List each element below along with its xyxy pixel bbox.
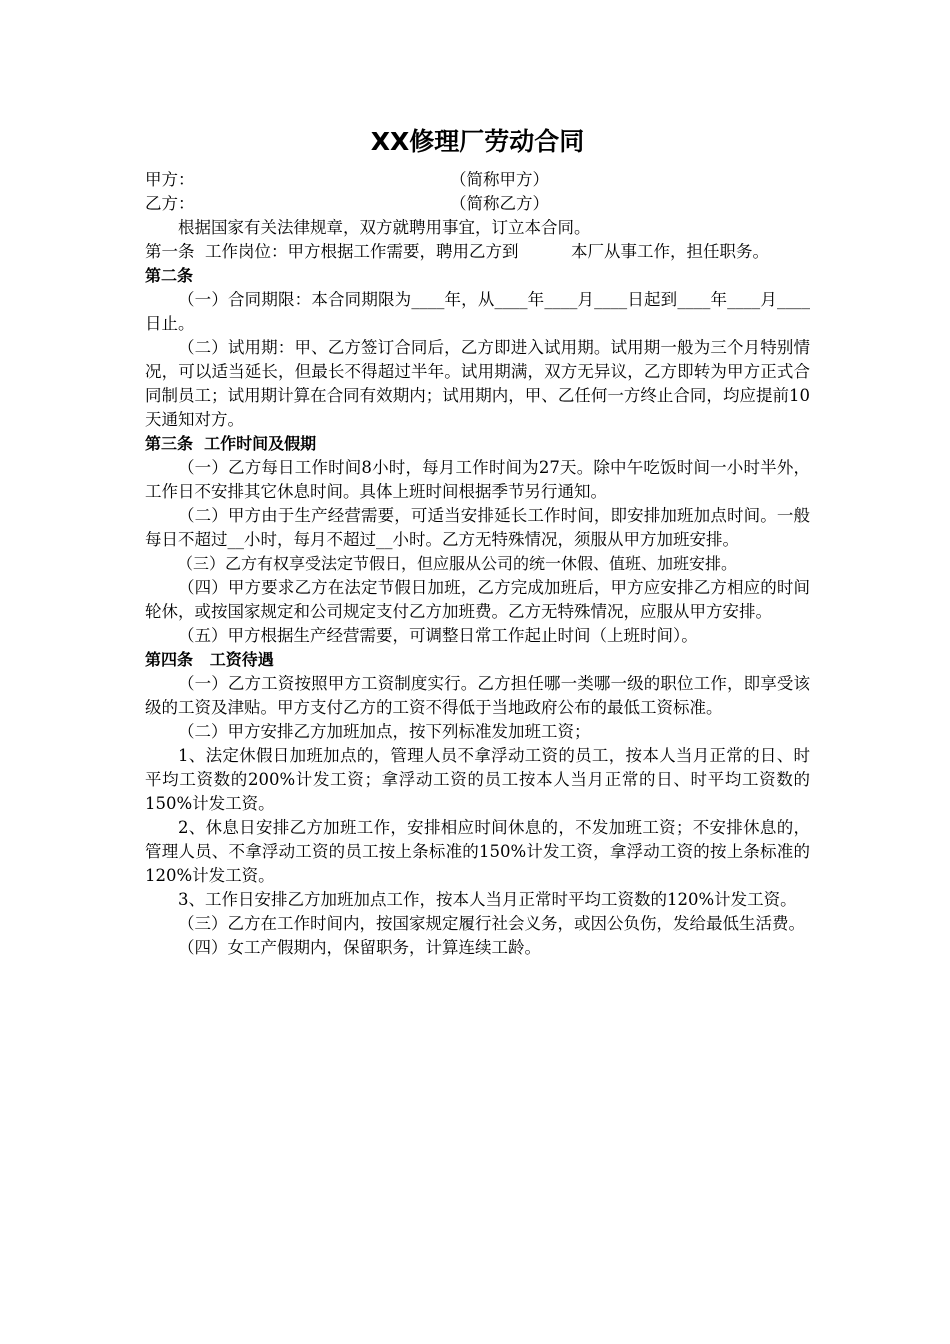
party-b-line xyxy=(145,192,810,216)
intro-paragraph: 根据国家有关法律规章，双方就聘用事宜，订立本合同。 xyxy=(178,218,591,237)
article-3-item-5: （五）甲方根据生产经营需要，可调整日常工作起止时间（上班时间）。 xyxy=(178,626,698,645)
article-3-item-2: （二）甲方由于生产经营需要，可适当安排延长工作时间，即安排加班加点时间。一般每日不超过__小时，每月不超过__小时。乙方无特殊情况，须服从甲方加班安排。 xyxy=(145,506,810,549)
article-4-item-2-1: 1、法定休假日加班加点的，管理人员不拿浮动工资的员工，按本人当月正常的日、时平均工资数的200%计发工资；拿浮动工资的员工按本人当月正常的日、时平均工资数的150%计发工资。 xyxy=(145,746,810,813)
party-a-note: （简称甲方） xyxy=(450,170,549,189)
document-title: XX修理厂劳动合同 xyxy=(370,127,585,156)
article-3-item-1: （一）乙方每日工作时间8小时，每月工作时间为27天。除中午吃饭时间一小时半外，工作日不安排其它休息时间。具体上班时间根据季节另行通知。 xyxy=(145,458,810,501)
party-a-line xyxy=(145,168,810,192)
article-2-item-2: （二）试用期：甲、乙方签订合同后，乙方即进入试用期。试用期一般为三个月特别情况，可以适当延长，但最长不得超过半年。试用期满，双方无异议，乙方即转为甲方正式合同制员工；试用期计算在合同有效期内；试用期内，甲、乙任何一方终止合同，均应提前10天通知对方。 xyxy=(145,338,810,429)
article-2-heading: 第二条 xyxy=(145,266,194,285)
article-4-heading: 第四条 工资待遇 xyxy=(145,650,274,669)
article-4-item-2-3: 3、工作日安排乙方加班加点工作，按本人当月正常时平均工资数的120%计发工资。 xyxy=(178,890,797,909)
article-4-item-3: （三）乙方在工作时间内，按国家规定履行社会义务，或因公负伤，发给最低生活费。 xyxy=(178,914,805,933)
article-3-heading: 第三条 工作时间及假期 xyxy=(145,434,317,453)
article-4-item-1: （一）乙方工资按照甲方工资制度实行。乙方担任哪一类哪一级的职位工作，即享受该级的工资及津贴。甲方支付乙方的工资不得低于当地政府公布的最低工资标准。 xyxy=(145,674,810,717)
article-2-item-1: （一）合同期限：本合同期限为____年，从____年____月____日起到____年____月____日止。 xyxy=(145,290,810,333)
article-1-paragraph: 第一条 工作岗位：甲方根据工作需要，聘用乙方到 本厂从事工作，担任职务。 xyxy=(145,242,769,261)
article-4-item-2-2: 2、休息日安排乙方加班工作，安排相应时间休息的，不发加班工资；不安排休息的，管理人员、不拿浮动工资的员工按上条标准的150%计发工资，拿浮动工资的按上条标准的120%计发工资。 xyxy=(145,818,810,885)
party-b-note: （简称乙方） xyxy=(450,194,549,213)
article-4-item-4: （四）女工产假期内，保留职务，计算连续工龄。 xyxy=(178,938,541,957)
article-3-item-4: （四）甲方要求乙方在法定节假日加班，乙方完成加班后，甲方应安排乙方相应的时间轮休，或按国家规定和公司规定支付乙方加班费。乙方无特殊情况，应服从甲方安排。 xyxy=(145,578,810,621)
article-3-item-3: （三）乙方有权享受法定节假日，但应服从公司的统一休假、值班、加班安排。 xyxy=(177,554,738,573)
contract-document xyxy=(145,122,810,960)
party-a-label: 甲方： xyxy=(145,170,195,189)
party-b-label: 乙方： xyxy=(145,194,195,213)
article-4-item-2: （二）甲方安排乙方加班加点，按下列标准发加班工资； xyxy=(178,722,591,741)
